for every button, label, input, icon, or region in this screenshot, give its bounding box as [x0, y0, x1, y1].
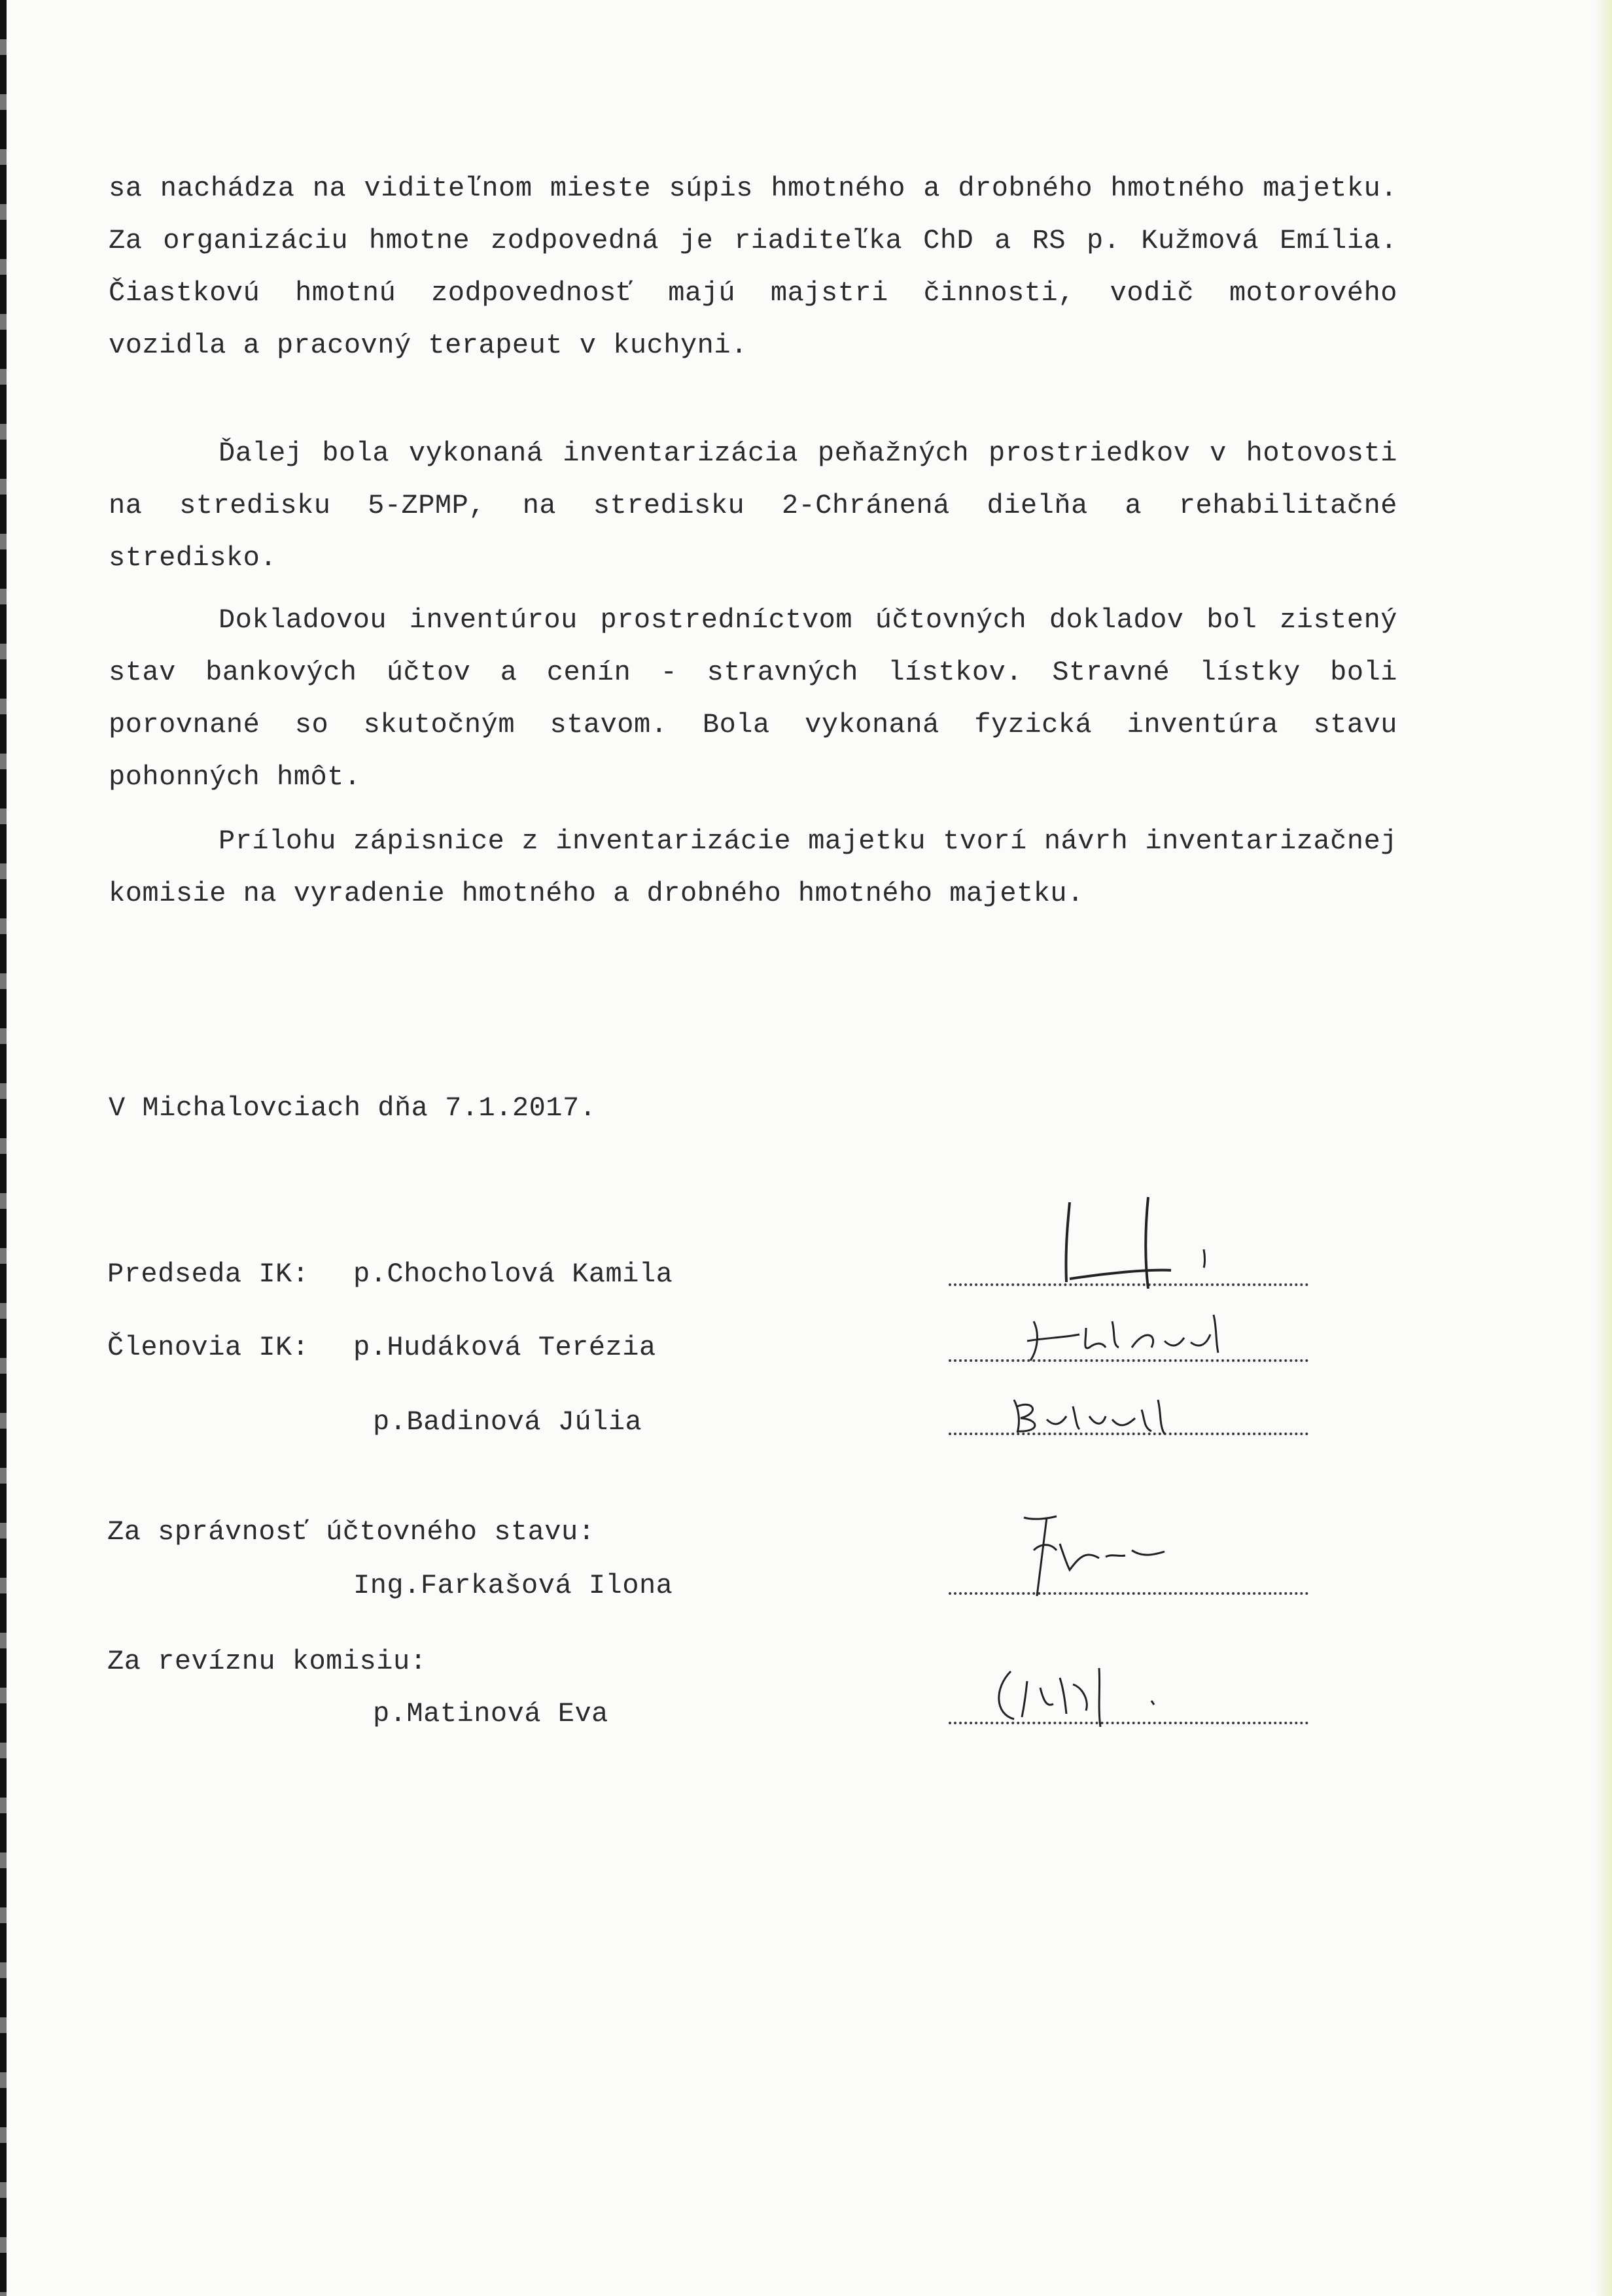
paragraph-1: sa nachádza na viditeľnom mieste súpis hmotného a drobného hmotného majetku. Za organizáciu hmotne zodpovedná je riaditeľka ChD a RS p. Kužmová Emília. Čiastkovú hmotnú zodpovednosť majú majstri činnosti, vodič motorového vozidla a pracovný terapeut v kuchyni.: [109, 173, 1397, 361]
paragraph-2-text: Ďalej bola vykonaná inventarizácia peňažných prostriedkov v hotovosti na stredisku 5-ZPMP, na stredisku 2-Chránená dielňa a rehabilitačné stredisko.: [109, 438, 1397, 574]
page-edge: [1595, 0, 1612, 2296]
chair-name: p.Chocholová Kamila: [353, 1259, 673, 1290]
paragraph-3-text: Dokladovou inventúrou prostredníctvom účtovných dokladov bol zistený stav bankových účtov a cenín - stravných lístkov. Stravné lístky boli porovnané so skutočným stavom. Bola vykonaná fyzická inventúra stavu pohonných hmôt.: [109, 604, 1397, 793]
signature-audit: [949, 1642, 1308, 1727]
accounting-name: Ing.Farkašová Ilona: [353, 1570, 673, 1601]
paragraph-3: [109, 594, 1397, 803]
accounting-label: Za správnosť účtovného stavu:: [107, 1516, 595, 1548]
binding-holes: [0, 0, 7, 2296]
signature-chair: [949, 1191, 1308, 1289]
signature-member2: [949, 1380, 1308, 1446]
signature-member1: [949, 1302, 1308, 1367]
place-date: V Michalovciach dňa 7.1.2017.: [109, 1092, 597, 1124]
member1-name: p.Hudáková Terézia: [353, 1332, 656, 1363]
audit-name: p.Matinová Eva: [373, 1698, 608, 1730]
chair-label: Predseda IK:: [107, 1259, 309, 1290]
audit-label: Za revíznu komisiu:: [107, 1646, 427, 1677]
paragraph-4-text: Prílohu zápisnice z inventarizácie majetku tvorí návrh inventarizačnej komisie na vyradenie hmotného a drobného hmotného majetku.: [109, 826, 1397, 909]
paragraph-2: [109, 427, 1397, 584]
members-label: Členovia IK:: [107, 1332, 309, 1363]
paragraph-4: [109, 815, 1397, 920]
signature-accounting: [949, 1505, 1308, 1603]
member2-name: p.Badinová Júlia: [373, 1406, 642, 1438]
